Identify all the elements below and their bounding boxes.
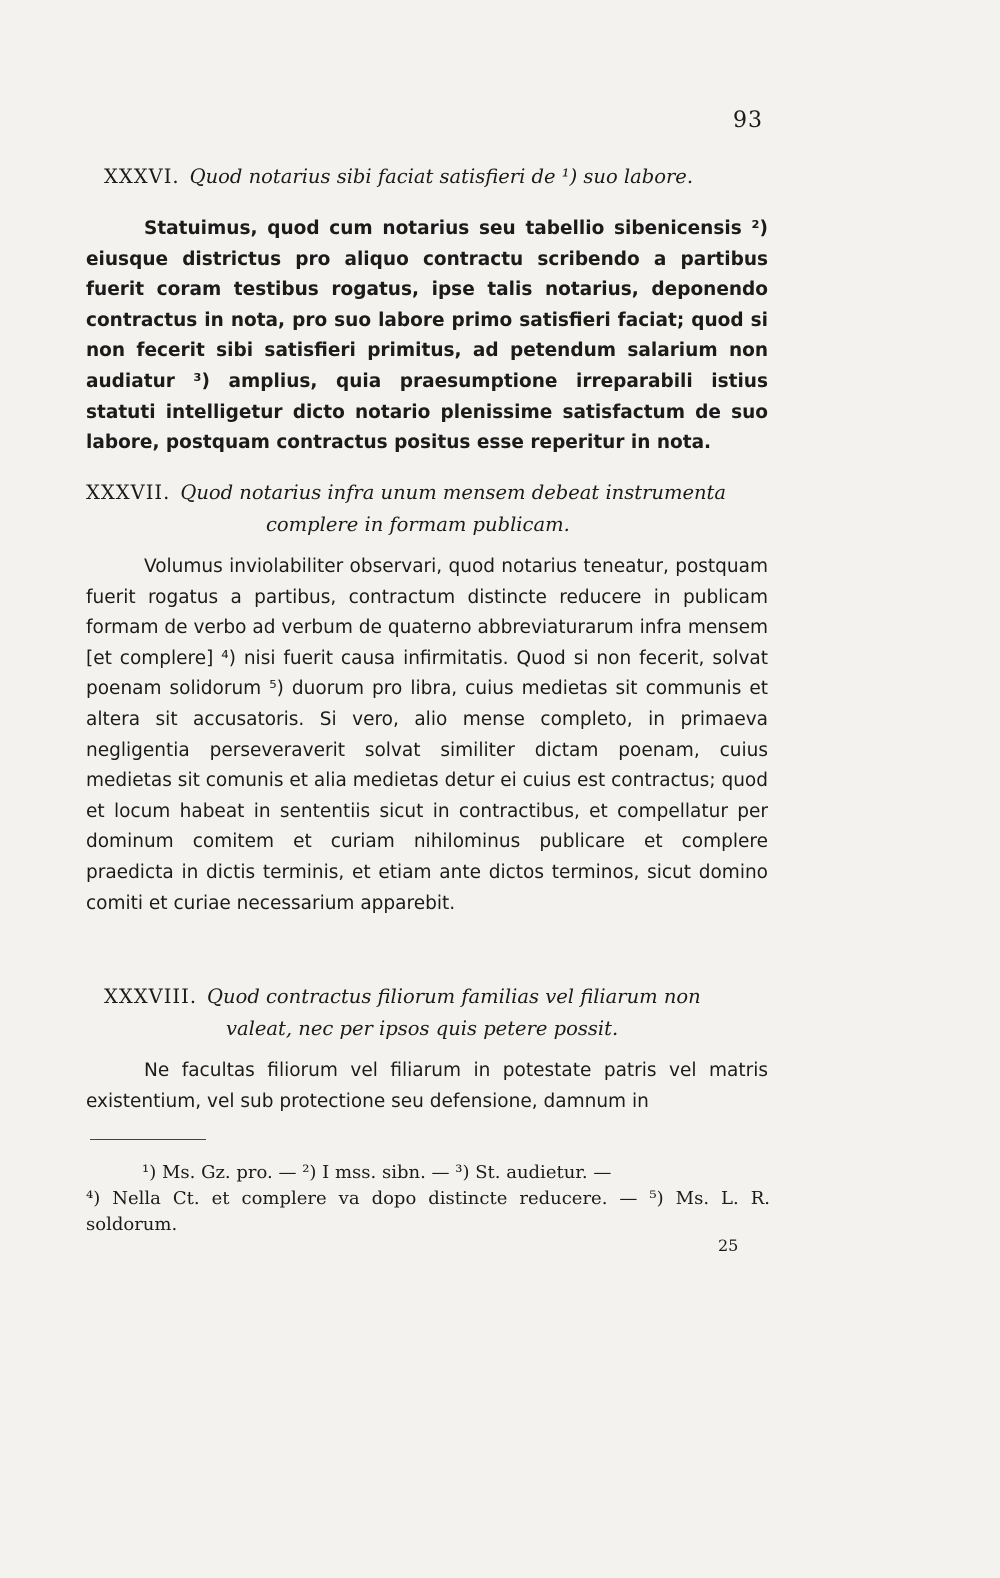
- footnotes: [86, 1160, 770, 1238]
- section-body-38: Ne facultas filiorum vel filiarum in potestate patris vel matris existentium, vel sub protectione seu defensione, damnum in: [86, 1060, 768, 1112]
- section-body-36: Statuimus, quod cum notarius seu tabellio sibenicensis ²) eiusque districtus pro aliquo contractu scribendo a partibus fuerit coram testibus rogatus, ipse talis notarius, deponendo contractus in nota, pro suo labore primo satisfieri faciat; quod si non fecerit sibi satisfieri primitus, ad petendum salarium non audiatur ³) amplius, quia praesumptione irreparabili istius statuti intelligetur dicto notario plenissime satisfactum de suo labore, postquam contractus positus esse reperitur in nota.: [86, 218, 768, 454]
- section-title-38-line2: [226, 1012, 618, 1046]
- section-heading-cont: valeat, nec per ipsos quis petere possit.: [226, 1017, 619, 1040]
- footnote-line: ¹) Ms. Gz. pro. — ²) I mss. sibn. — ³) St. audietur. —: [142, 1162, 612, 1183]
- section-heading: Quod notarius sibi faciat satisfieri de ¹) suo labore.: [189, 165, 694, 188]
- section-title-38: [104, 980, 701, 1014]
- section-body-37: Volumus inviolabiliter observari, quod notarius teneatur, postquam fuerit rogatus a partibus, contractum distincte reducere in publicam formam de verbo ad verbum de quaterno abbreviaturarum infra mensem [et complere] ⁴) nisi fuerit causa infirmitatis. Quod si non fecerit, solvat poenam solidorum ⁵) duorum pro libra, cuius medietas sit communis et altera sit accusatoris. Si vero, alio mense completo, in primaeva negligentia perseveraverit solvat similiter dictam poenam, cuius medietas sit comunis et alia medietas detur ei cuius est contractus; quod et locum habeat in sententiis sicut in contractibus, et compellatur per dominum comitem et curiam nihilominus publicare et complere praedicta in dictis terminis, et etiam ante dictos terminos, sicut domino comiti et curiae necessarium apparebit.: [86, 556, 768, 914]
- section-number: XXXVIII.: [104, 985, 198, 1008]
- footnote-divider: [90, 1139, 206, 1140]
- section-number: XXXVI.: [104, 165, 180, 188]
- section-title-37-line2: [266, 508, 570, 542]
- section-heading: Quod contractus filiorum familias vel filiarum non: [207, 985, 701, 1008]
- section-heading-cont: complere in formam publicam.: [266, 513, 570, 536]
- section-title-36: [104, 160, 693, 194]
- section-heading: Quod notarius infra unum mensem debeat instrumenta: [180, 481, 727, 504]
- footnote-line: ⁴) Nella Ct. et complere va dopo distincte reducere. — ⁵) Ms. L. R. soldorum.: [86, 1188, 770, 1235]
- signature-mark: 25: [718, 1236, 739, 1255]
- page-number: 93: [733, 108, 763, 133]
- section-number: XXXVII.: [86, 481, 171, 504]
- section-title-37: [86, 476, 726, 510]
